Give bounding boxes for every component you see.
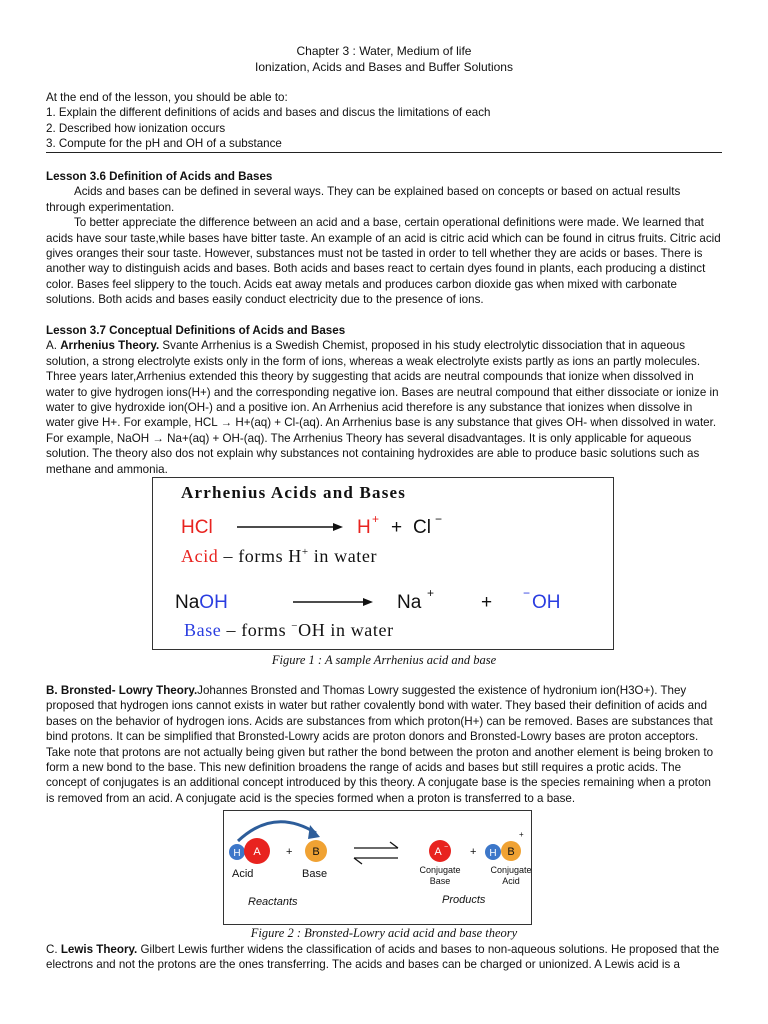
lewis-text: Gilbert Lewis further widens the classification of acids and bases to non-aqueous solutions. He proposed that the electrons and not the protons are the ones transferring. The acids and bases can be charged or unionized. A Lewis acid is a [46,943,720,972]
products-label: Products [442,894,486,906]
eq2-reactant-oh: OH [199,592,228,613]
bronsted-paragraph [46,683,722,806]
arrhenius-text: Svante Arrhenius is a Swedish Chemist, proposed in his study electrolytic dissociation that in aqueous solution, a strong electrolyte exists only in the form of ions, whereas a weak electrolyte exists partly as ions an partly molecules. Three years later,Arrhenius extended this theory by suggesting that acids are neutral compounds that ionize when dissolved in water to give hydrogen ions(H+) and the corresponding negative ion. Bases are neutral compound that either dissociate or ionize in water to give hydroxide ion(OH-) and a positive ion. An Arrhenius acid therefore is any substance that ionizes when dissolve in water give H+. For example, HCL → H+(aq) + Cl-(aq). An Arrhenius base is any substance that gives OH- when dissolved in water. For example, NaOH → Na+(aq) + OH-(aq). The Arrhenius Theory has several disadvantages. It is only applicable for aqueous solution. The theory also dos not explain why substances not containing hydroxides are able to produce basic solutions such as methane and ammonia. [46,339,719,476]
base-tail: OH in water [298,620,394,640]
acid-a-label: A [253,846,261,858]
conjugate-base-label-2: Base [429,876,451,886]
figure-1-caption: Figure 1 : A sample Arrhenius acid and base [271,653,497,667]
eq1-reactant: HCl [181,517,213,538]
lewis-prefix: C. [46,943,61,956]
conjugate-base-label-1: Conjugate [419,865,461,875]
proton-transfer-arrowhead [308,825,320,839]
acid-charge: + [301,546,309,558]
base-charge: − [291,620,299,632]
acid-line [181,546,377,566]
figure-2-bronsted-lowry [223,810,532,925]
lesson-3-6-paragraph-2: To better appreciate the difference between an acid and a base, certain operational definitions were made. We learned that acids have sour taste,while bases have bitter taste. An example of an acid is citric acid which can be found in citrus fruits. Citric acid gives oranges their sour taste. However, substances must not be tasted in order to tell whether they are acids or bases. There is another way to distinguish acids and bases. Both acids and bases react to certain dyes found in plants, each producing a distinct color. Bases feel slippery to the touch. Acids eat away metals and produces carbon dioxide gas when mixed with carbonate solutions. Both acids and bases easily conduct electricity due to the presence of ions. [46,216,721,307]
figure-2-svg [224,811,531,924]
lesson-3-7-heading: Lesson 3.7 Conceptual Definitions of Acids and Bases [46,324,346,337]
reactant-plus: + [286,846,293,858]
eq2-product-na-charge: + [427,586,435,600]
lesson-3-6 [46,169,722,308]
eq2-product-oh-charge: − [523,586,531,600]
product-plus: + [470,846,477,858]
bronsted-term: B. Bronsted- Lowry Theory. [46,684,198,697]
acid-desc: – forms H [218,546,302,566]
conjugate-acid-label-2: Acid [502,876,520,886]
bronsted-section [46,683,722,806]
lewis-paragraph [46,942,722,973]
acid-word: Acid [181,546,219,566]
lesson-3-6-heading: Lesson 3.6 Definition of Acids and Bases [46,170,273,183]
section-divider [46,152,722,153]
objective-item: 1. Explain the different definitions of acids and bases and discus the limitations of each [46,106,491,120]
conjugate-acid-b-label: B [507,846,515,858]
objective-item: 3. Compute for the pH and OH of a substance [46,137,282,151]
figure-1-arrhenius [152,477,614,650]
eq2-arrowhead [363,598,373,606]
chapter-title: Chapter 3 : Water, Medium of life [296,44,472,58]
eq2-reactant [175,592,228,613]
conjugate-base-a-label: A [434,846,442,858]
eq1-arrowhead [333,523,343,531]
eq2-plus: + [481,592,493,613]
acid-tail: in water [308,546,378,566]
base-desc: – forms [221,620,292,640]
acid-label: Acid [232,868,254,880]
eq1-product-h-charge: + [372,512,380,526]
objectives-intro: At the end of the lesson, you should be able to: [46,91,288,104]
eq1-product-cl-charge: − [435,512,443,526]
base-line [184,620,394,640]
acid-h-label: H [233,848,241,859]
base-b-label: B [312,846,320,858]
lesson-3-6-paragraph-1: Acids and bases can be defined in several ways. They can be explained based on concepts or based on actual results through experimentation. [46,185,681,214]
base-word: Base [184,620,222,640]
lesson-3-7 [46,323,722,477]
conjugate-base-charge: − [444,844,449,851]
proton-transfer-arrow [238,822,316,841]
eq2-reactant-na: Na [175,592,200,613]
arrhenius-paragraph [46,338,722,477]
eq2-product-na: Na [397,592,422,613]
equilibrium-forward-head [390,842,398,848]
eq1-product-cl: Cl [413,517,431,538]
arrhenius-term: Arrhenius Theory. [60,339,160,353]
conjugate-acid-label-1: Conjugate [490,865,531,875]
conjugate-acid-charge: + [519,830,524,839]
eq1-product-h: H [357,517,371,538]
bronsted-text: Johannes Bronsted and Thomas Lowry suggested the existence of hydronium ion(H3O+). They proposed that hydrogen ions cannot exists in water but rather covalently bond with water. They based their definition of acids and bases on the behavior of hydrogen ions. Acids are substances from which proton(H+) can be removed. Bases are substances that bind protons. It can be simplified that Bronsted-Lowry acids are proton donors and Bronsted-Lowry bases are proton acceptors. Take note that protons are not actually being given but rather the bond between the proton and another element is being broken to form a new bond to the base. This new definition broadens the range of acids and bases but still requires a protic acids. The concept of conjugates is an additional concept introduced by this theory. A conjugate base is the species remaining when a proton is removed from an acid. A conjugate acid is the species formed when a proton is transferred to a base. [46,684,714,805]
objective-item: 2. Described how ionization occurs [46,121,226,135]
reactants-label: Reactants [248,896,298,908]
lewis-term: Lewis Theory. [60,943,138,956]
arrhenius-prefix: A. [46,339,61,353]
base-label: Base [302,868,328,880]
equilibrium-reverse-head [354,858,362,864]
figure-1-svg [153,478,613,649]
chapter-subtitle: Ionization, Acids and Bases and Buffer Solutions [255,60,513,74]
objectives [46,90,722,152]
figure-1-title: Arrhenius Acids and Bases [181,483,407,502]
eq1-plus: + [391,517,403,538]
figure-2-caption: Figure 2 : Bronsted-Lowry acid acid and base theory [250,926,518,940]
lewis-section [46,942,722,973]
conjugate-acid-h-label: H [489,848,497,859]
eq2-product-oh: OH [532,592,561,613]
